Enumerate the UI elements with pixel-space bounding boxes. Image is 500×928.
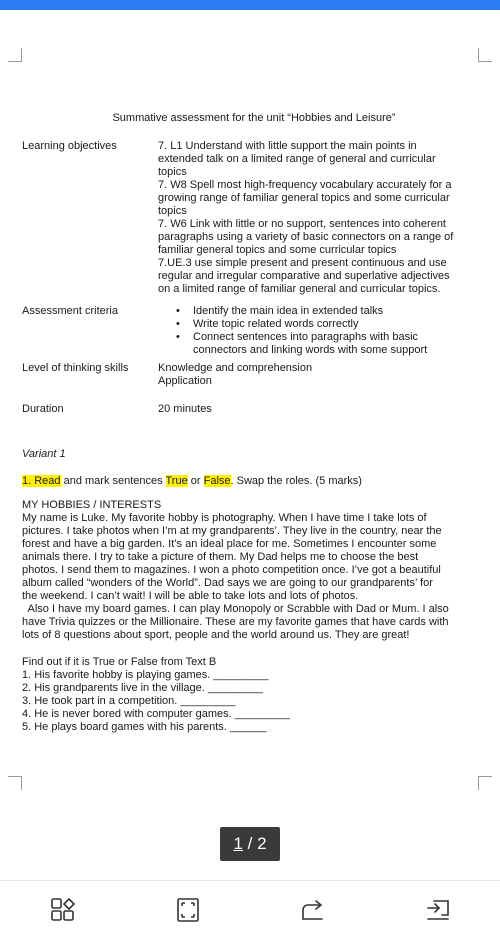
page-corner-mark — [8, 776, 22, 790]
objective-line: regular and irregular comparative and superlative adjectives — [158, 270, 450, 282]
page-separator: / — [242, 834, 258, 853]
grid-view-icon[interactable] — [50, 897, 76, 923]
duration-value: 20 minutes — [158, 403, 212, 415]
fullscreen-icon[interactable] — [175, 897, 201, 923]
objective-line: 7.UE.3 use simple present and present continuous and use — [158, 257, 447, 269]
list-item — [176, 331, 480, 357]
duration-row — [22, 403, 480, 416]
text-line: forest and have a big garden. It’s an ideal place for me. Sometimes I encounter some — [22, 538, 437, 550]
task-text: or — [187, 475, 204, 487]
quiz-item: 2. His grandparents live in the village. _________ — [22, 682, 263, 694]
list-item: • Identify the main idea in extended talks — [176, 305, 480, 318]
row-label: Level of thinking skills — [22, 362, 129, 374]
word-true: True — [165, 475, 188, 487]
word-false: False — [203, 475, 231, 487]
text-line: the weekend. I can’t wait! I will be able to take lots and lots of photos. — [22, 590, 359, 602]
objective-line: 7. L1 Understand with little support the main points in — [158, 140, 417, 152]
row-value — [158, 305, 480, 357]
row-label: Learning objectives — [22, 140, 117, 152]
bottom-toolbar — [0, 880, 500, 928]
quiz-list — [22, 669, 480, 734]
list-item-text: Connect sentences into paragraphs with basic — [193, 331, 419, 343]
page-corner-mark — [478, 776, 492, 790]
quiz-title: Find out if it is True or False from Text B — [22, 656, 217, 668]
variant-label: Variant 1 — [22, 448, 66, 460]
objective-line: on a limited range of familiar general and curricular topics. — [158, 283, 441, 295]
page-indicator — [220, 827, 280, 861]
quiz-item: 4. He is never bored with computer games. _________ — [22, 708, 290, 720]
present-icon[interactable] — [425, 897, 451, 923]
document-page — [22, 112, 480, 734]
quiz-item: 1. His favorite hobby is playing games. _________ — [22, 669, 269, 681]
objective-line: topics — [158, 205, 187, 217]
current-page: 1 — [233, 834, 243, 853]
objective-line: paragraphs using a variety of basic connectors on a range of — [158, 231, 454, 243]
task-number: 1. Read — [22, 475, 61, 487]
thinking-skills-row — [22, 362, 480, 388]
assessment-criteria-row — [22, 305, 480, 357]
criteria-list — [158, 305, 480, 357]
share-icon[interactable] — [300, 897, 326, 923]
task-text: and mark sentences — [60, 475, 166, 487]
text-line: photos. I send them to magazines. I won a photo competition once. I’ve got a beautiful — [22, 564, 441, 576]
row-label: Duration — [22, 403, 64, 415]
reading-text — [22, 512, 480, 642]
skill-line: Knowledge and comprehension — [158, 362, 313, 374]
objective-line: 7. W6 Link with little or no support, sentences into coherent — [158, 218, 446, 230]
learning-objectives-row — [22, 140, 480, 296]
top-status-bar — [0, 0, 500, 10]
text-line: pictures. I take photos when I’m at my grandparents’. They live in the country, near the — [22, 525, 442, 537]
row-label: Assessment criteria — [22, 305, 118, 317]
quiz-item: 3. He took part in a competition. _________ — [22, 695, 236, 707]
text-line: My name is Luke. My favorite hobby is photography. When I have time I take lots of — [22, 512, 427, 524]
text-line: album called “wonders of the World”. Dad says we are going to our grandparents’ for — [22, 577, 433, 589]
objective-line: extended talk on a limited range of general and curricular — [158, 153, 436, 165]
row-value — [158, 362, 480, 388]
row-value — [158, 140, 480, 296]
objective-line: familiar general topics and some curricular topics — [158, 244, 397, 256]
task-instruction — [22, 475, 480, 488]
text-line: have Trivia quizzes or the Millionaire. These are my favorite games that have cards with — [22, 616, 449, 628]
quiz-item: 5. He plays board games with his parents. ______ — [22, 721, 267, 733]
text-line: Also I have my board games. I can play Monopoly or Scrabble with Dad or Mum. I also — [22, 603, 449, 615]
objective-line: growing range of familiar general topics and some curricular — [158, 192, 450, 204]
list-item-text: connectors and linking words with some support — [193, 344, 428, 356]
list-item: • Write topic related words correctly — [176, 318, 480, 331]
total-pages: 2 — [257, 834, 267, 853]
skill-line: Application — [158, 375, 212, 387]
page-corner-mark — [478, 48, 492, 62]
text-line: lots of 8 questions about sport, people and the world around us. They are great! — [22, 629, 410, 641]
objective-line: 7. W8 Spell most high-frequency vocabulary accurately for a — [158, 179, 452, 191]
section-title: MY HOBBIES / INTERESTS — [22, 499, 162, 511]
text-line: animals there. I try to take a picture of them. My Dad helps me to choose the best — [22, 551, 419, 563]
task-text: . Swap the roles. (5 marks) — [230, 475, 362, 487]
objective-line: topics — [158, 166, 187, 178]
page-corner-mark — [8, 48, 22, 62]
document-title: Summative assessment for the unit “Hobbies and Leisure” — [112, 112, 396, 124]
